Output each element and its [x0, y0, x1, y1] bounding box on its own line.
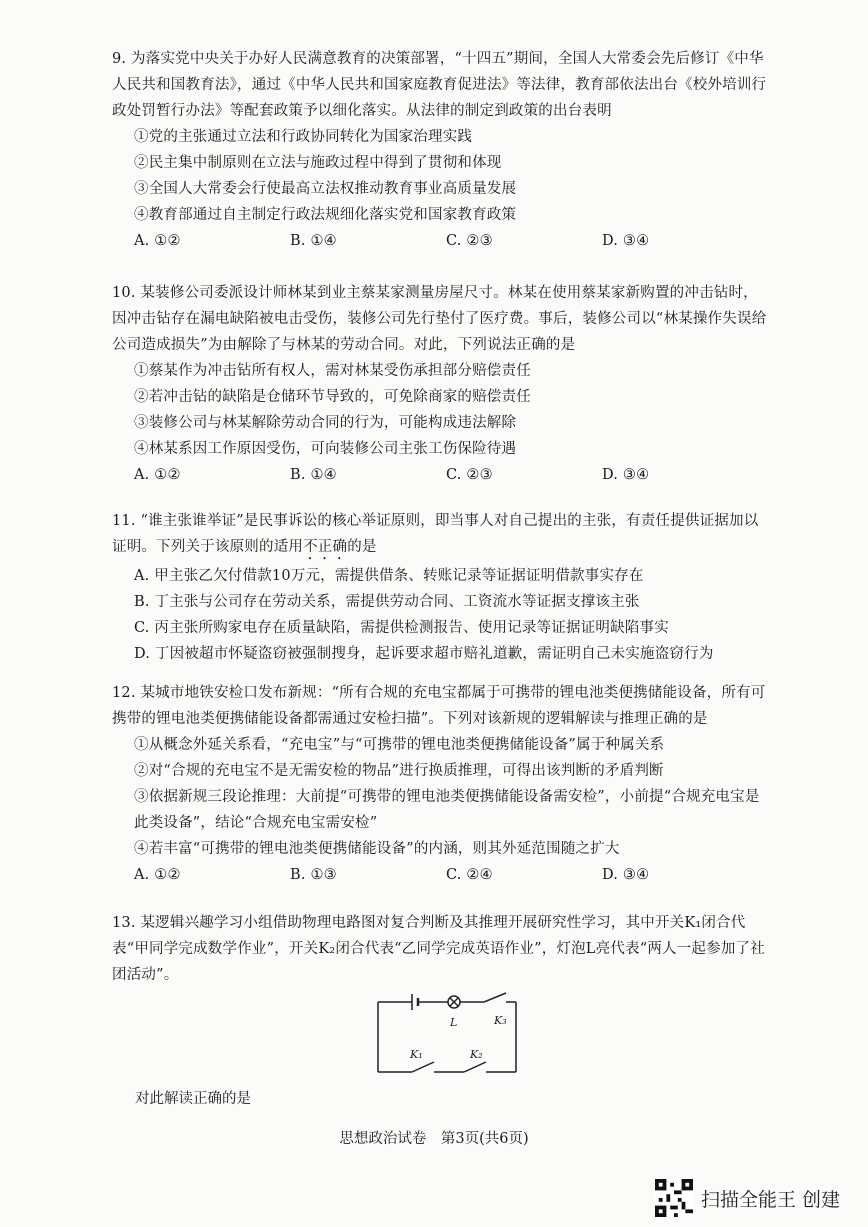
question-stem	[112, 508, 772, 563]
question-10	[112, 280, 772, 488]
stem-text: 11. “谁主张谁举证”是民事诉讼的核心举证原则，即当事人对自己提出的主张，有责任提供证据加以证明。下列关于该原则的适用	[112, 513, 759, 555]
emphasis-text: 不正确	[303, 539, 348, 555]
statement-4: ④林某系因工作原因受伤，可向装修公司主张工伤保险待遇	[134, 441, 517, 457]
question-13	[112, 910, 772, 988]
statement-2: ②民主集中制原则在立法与施政过程中得到了贯彻和体现	[134, 155, 502, 171]
lamp-label: L	[450, 1016, 458, 1029]
statement-3: ③装修公司与林某解除劳动合同的行为，可能构成违法解除	[134, 415, 517, 431]
choice-c[interactable]: C. ②③	[446, 233, 493, 249]
switch-k1	[412, 1062, 434, 1072]
statement-4: ④教育部通过自主制定行政法规细化落实党和国家教育政策	[134, 207, 517, 223]
statement-3: ③全国人大常委会行使最高立法权推动教育事业高质量发展	[134, 181, 517, 197]
choice-d[interactable]: D. ③④	[602, 233, 650, 249]
statement-2: ②对“合规的充电宝不是无需安检的物品”进行换质推理，可得出该判断的矛盾判断	[134, 763, 664, 779]
switch-k3	[484, 993, 506, 1002]
choice-a[interactable]: A. ①②	[134, 867, 181, 883]
watermark-text: 扫描全能王 创建	[700, 1188, 840, 1211]
answer-choices	[112, 462, 772, 488]
choice-d[interactable]: D. 丁因被超市怀疑盗窃被强制搜身，起诉要求超市赔礼道歉，需证明自己未实施盗窃行为	[134, 646, 714, 662]
circuit-diagram	[360, 990, 530, 1080]
statement-1: ①党的主张通过立法和行政协同转化为国家治理实践	[134, 129, 473, 145]
choice-b[interactable]: B. ①③	[290, 867, 337, 883]
question-stem: 10. 某装修公司委派设计师林某到业主蔡某家测量房屋尺寸。林某在使用蔡某家新购置的冲击钻时，因冲击钻存在漏电缺陷被电击受伤，装修公司先行垫付了医疗费。事后，装修公司以“林某操作失误给公司造成损失”为由解除了与林某的劳动合同。对此，下列说法正确的是	[112, 285, 767, 353]
switch-k3-label: K₃	[494, 1014, 507, 1027]
qr-code-icon	[655, 1179, 693, 1217]
choice-a[interactable]: A. ①②	[134, 233, 181, 249]
choice-b[interactable]: B. 丁主张与公司存在劳动关系，需提供劳动合同、工资流水等证据支撑该主张	[134, 594, 640, 610]
choice-d[interactable]: D. ③④	[602, 867, 650, 883]
statement-1: ①从概念外延关系看，“充电宝”与“可携带的锂电池类便携储能设备”属于种属关系	[134, 737, 665, 753]
question-12	[112, 680, 772, 888]
answer-choices	[112, 862, 772, 888]
page-footer: 思想政治试卷 第3页(共6页)	[339, 1131, 529, 1147]
follow-up-prompt: 对此解读正确的是	[135, 1091, 251, 1107]
choice-d[interactable]: D. ③④	[602, 467, 650, 483]
choice-c[interactable]: C. ②③	[446, 467, 493, 483]
choice-c[interactable]: C. 丙主张所购家电存在质量缺陷，需提供检测报告、使用记录等证据证明缺陷事实	[134, 620, 669, 636]
statement-1: ①蔡某作为冲击钻所有权人，需对林某受伤承担部分赔偿责任	[134, 363, 531, 379]
switch-k2	[464, 1062, 486, 1072]
statement-4: ④若丰富“可携带的锂电池类便携储能设备”的内涵，则其外延范围随之扩大	[134, 841, 620, 857]
stem-text-end: 的是	[347, 539, 377, 555]
choice-c[interactable]: C. ②④	[446, 867, 493, 883]
statement-3: ③依据新规三段论推理：大前提“可携带的锂电池类便携储能设备需安检”，小前提“合规充电宝是此类设备”，结论“合规充电宝需安检”	[134, 789, 760, 831]
question-stem: 13. 某逻辑兴趣学习小组借助物理电路图对复合判断及其推理开展研究性学习，其中开关K₁闭合代表“甲同学完成数学作业”，开关K₂闭合代表“乙同学完成英语作业”，灯泡L亮代表“两人一起参加了社团活动”。	[112, 915, 765, 983]
choice-a[interactable]: A. 甲主张乙欠付借款10万元，需提供借条、转账记录等证据证明借款事实存在	[134, 568, 644, 584]
switch-k1-label: K₁	[410, 1048, 423, 1061]
question-stem: 9. 为落实党中央关于办好人民满意教育的决策部署，“十四五”期间，全国人大常委会先后修订《中华人民共和国教育法》，通过《中华人民共和国家庭教育促进法》等法律，教育部依法出台《校外培训行政处罚暂行办法》等配套政策予以细化落实。从法律的制定到政策的出台表明	[112, 51, 767, 119]
question-stem: 12. 某城市地铁安检口发布新规：“所有合规的充电宝都属于可携带的锂电池类便携储能设备，所有可携带的锂电池类便携储能设备都需通过安检扫描”。下列对该新规的逻辑解读与推理正确的是	[112, 685, 766, 727]
choice-b[interactable]: B. ①④	[290, 233, 337, 249]
choice-a[interactable]: A. ①②	[134, 467, 181, 483]
question-9	[112, 46, 772, 254]
question-11	[112, 508, 772, 667]
choice-b[interactable]: B. ①④	[290, 467, 337, 483]
switch-k2-label: K₂	[470, 1048, 483, 1061]
statement-2: ②若冲击钻的缺陷是仓储环节导致的，可免除商家的赔偿责任	[134, 389, 531, 405]
answer-choices	[112, 228, 772, 254]
scanner-watermark	[655, 1179, 840, 1217]
